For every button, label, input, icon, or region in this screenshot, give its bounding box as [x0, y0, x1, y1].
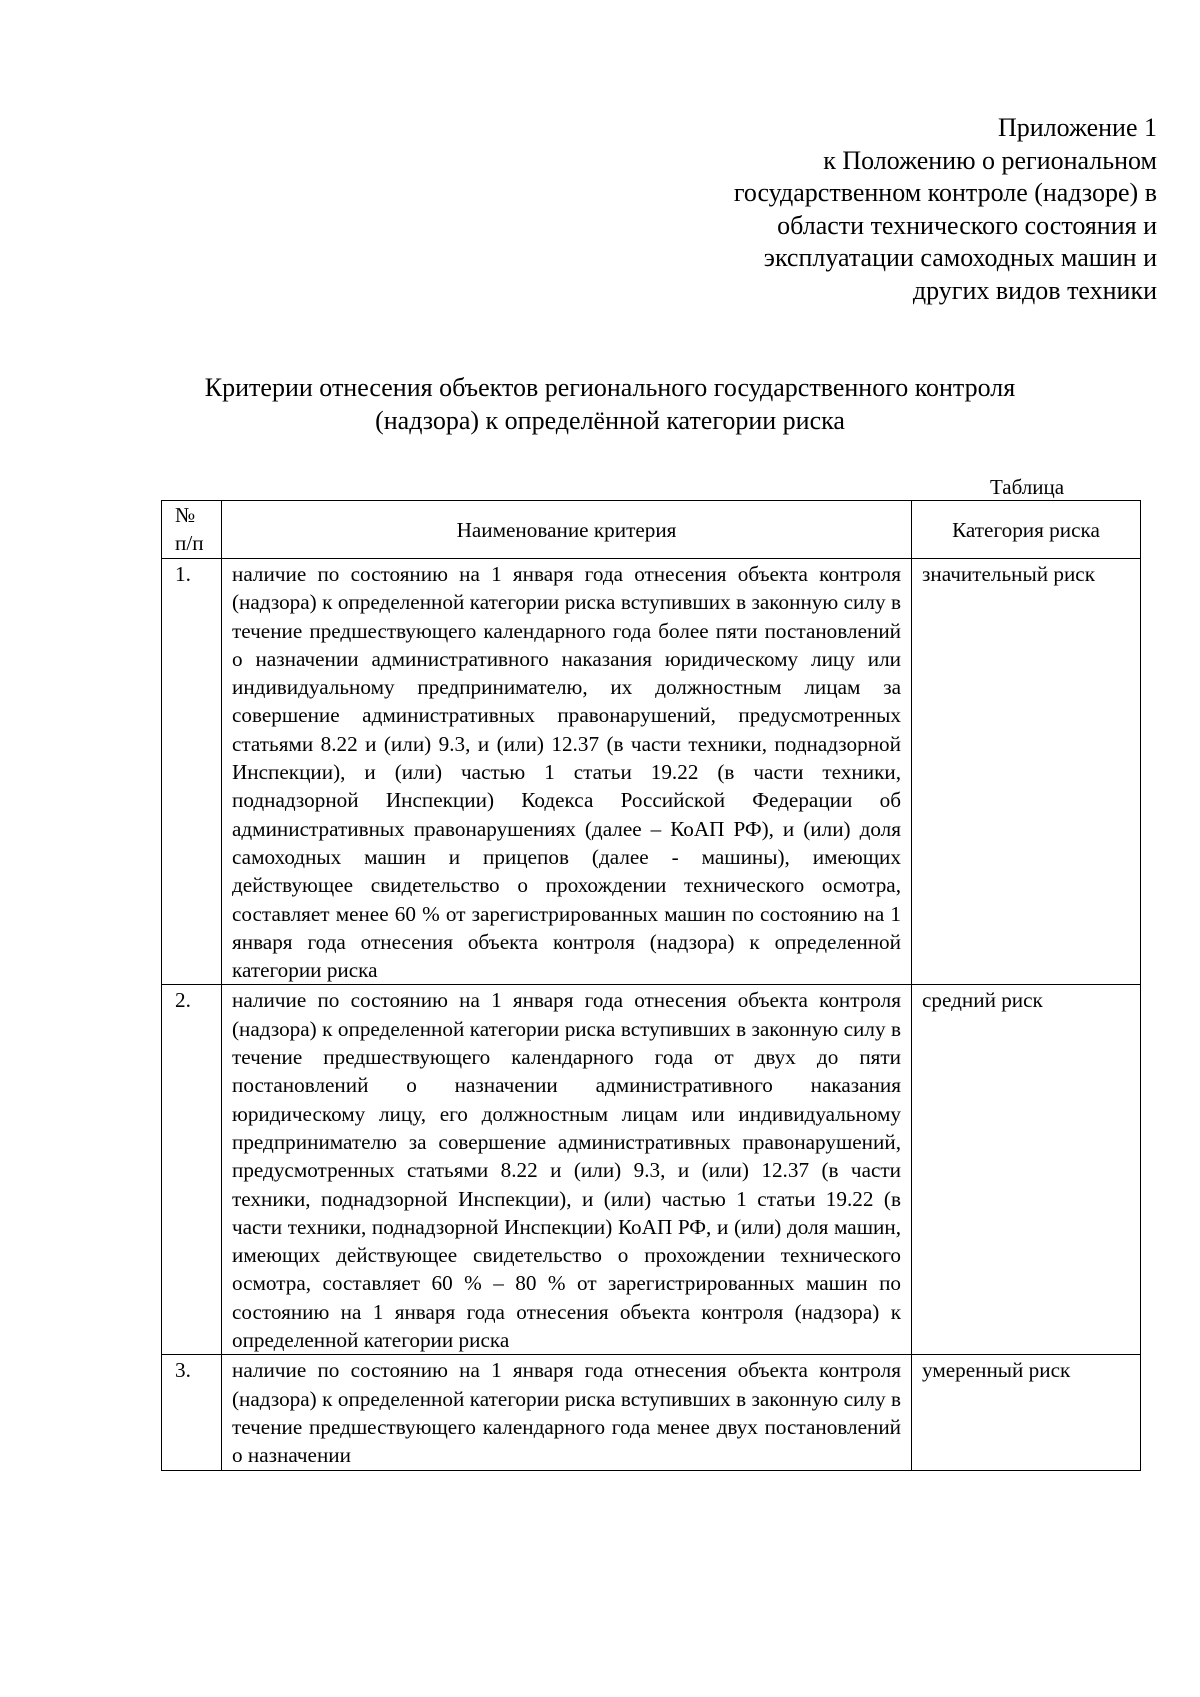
header-number — [162, 501, 222, 559]
header-criterion-name: Наименование критерия — [222, 501, 912, 559]
document-title-line: Критерии отнесения объектов регионального государственного контроля — [204, 373, 1016, 402]
row-number: 3. — [162, 1355, 222, 1471]
row-number: 1. — [162, 559, 222, 985]
appendix-line: эксплуатации самоходных машин и — [763, 243, 1157, 272]
header-risk-category: Категория риска — [912, 501, 1141, 559]
appendix-line: государственном контроле (надзоре) в — [733, 178, 1157, 207]
row-risk-category: средний риск — [912, 985, 1141, 1355]
table-label: Таблица — [990, 475, 1065, 499]
table-row — [162, 559, 1141, 985]
row-criterion: наличие по состоянию на 1 января года отнесения объекта контроля (надзора) к определенной категории риска вступивших в законную силу в течение предшествующего календарного года более пяти постановлений о назначении административного наказания юридическому лицу или индивидуальному предпринимателю, их должностным лицам за совершение административных правонарушений, предусмотренных статьями 8.22 и (или) 9.3, и (или) 12.37 (в части техники, поднадзорной Инспекции), и (или) частью 1 статьи 19.22 (в части техники, поднадзорной Инспекции) Кодекса Российской Федерации об административных правонарушениях (далее – КоАП РФ), и (или) доля самоходных машин и прицепов (далее - машины), имеющих действующее свидетельство о прохождении технического осмотра, составляет менее 60 % от зарегистрированных машин по состоянию на 1 января года отнесения объекта контроля (надзора) к определенной категории риска — [222, 559, 912, 985]
table-row — [162, 1355, 1141, 1471]
appendix-line: Приложение 1 — [997, 113, 1157, 142]
row-risk-category: умеренный риск — [912, 1355, 1141, 1471]
row-number: 2. — [162, 985, 222, 1355]
table-header-row — [162, 501, 1141, 559]
row-risk-category: значительный риск — [912, 559, 1141, 985]
header-number-line2: п/п — [175, 531, 204, 555]
appendix-line: других видов техники — [912, 275, 1157, 305]
document-title — [0, 371, 1200, 437]
row-criterion: наличие по состоянию на 1 января года отнесения объекта контроля (надзора) к определенной категории риска вступивших в законную силу в течение предшествующего календарного года от двух до пяти постановлений о назначении административного наказания юридическому лицу, его должностным лицам или индивидуальному предпринимателю за совершение административных правонарушений, предусмотренных статьями 8.22 и (или) 9.3, и (или) 12.37 (в части техники, поднадзорной Инспекции), и (или) частью 1 статьи 19.22 (в части техники, поднадзорной Инспекции) КоАП РФ, и (или) доля машин, имеющих действующее свидетельство о прохождении технического осмотра, составляет 60 % – 80 % от зарегистрированных машин по состоянию на 1 января года отнесения объекта контроля (надзора) к определенной категории риска — [222, 985, 912, 1355]
document-title-line: (надзора) к определённой категории риска — [375, 406, 845, 435]
table-row — [162, 985, 1141, 1355]
row-criterion-cell — [222, 1355, 912, 1471]
appendix-line: области технического состояния и — [777, 210, 1157, 240]
risk-criteria-table — [161, 500, 1141, 1471]
header-number-line1: № — [175, 503, 196, 527]
row-criterion: наличие по состоянию на 1 января года отнесения объекта контроля (надзора) к определенной категории риска вступивших в законную силу в течение предшествующего календарного года менее двух постановлений о назначении — [232, 1358, 901, 1468]
appendix-line: к Положению о региональном — [823, 145, 1157, 175]
appendix-heading — [557, 112, 1157, 307]
